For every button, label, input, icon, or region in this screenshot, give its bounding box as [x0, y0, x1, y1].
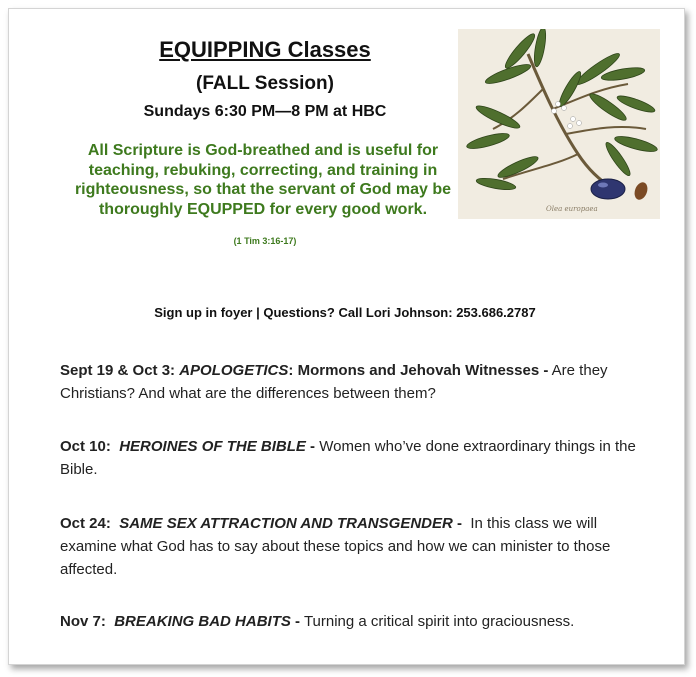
class-item — [60, 512, 640, 581]
class-item — [60, 610, 640, 633]
schedule-line: Sundays 6:30 PM—8 PM at HBC — [143, 103, 387, 120]
class-subtitle: - — [452, 515, 462, 532]
class-date: Sept 19 & Oct 3: — [60, 362, 176, 379]
signup-info: Sign up in foyer | Questions? Call Lori Johnson: 253.686.2787 — [154, 305, 536, 320]
class-topic: HEROINES OF THE BIBLE — [119, 438, 306, 455]
class-date: Oct 24: — [60, 515, 111, 532]
class-subtitle: : Mormons and Jehovah Witnesses - — [288, 362, 549, 379]
class-item — [60, 359, 640, 405]
illustration-caption: Olea europaea — [546, 205, 598, 213]
class-topic: SAME SEX ATTRACTION AND TRANSGENDER — [119, 515, 453, 532]
class-date: Nov 7: — [60, 613, 106, 630]
class-date: Oct 10: — [60, 438, 111, 455]
flyer-card — [8, 8, 685, 665]
class-description: Are they Christians? And what are the differences between them? — [60, 362, 608, 402]
flyer-title: EQUIPPING Classes — [159, 37, 371, 62]
olive-branch-svg — [458, 29, 660, 219]
olive-branch-illustration-icon — [458, 29, 660, 219]
class-subtitle: - — [290, 613, 301, 630]
scripture-verse: All Scripture is God-breathed and is useful for teaching, rebuking, correcting, and training in righteousness, so that the servant of God may be thoroughly EQUPPED for every good work. — [74, 142, 452, 218]
scripture-reference: (1 Tim 3:16-17) — [233, 236, 297, 246]
class-description: In this class we will examine what God has to say about these topics and how we can minister to those affected. — [60, 515, 611, 578]
class-subtitle: - — [305, 438, 316, 455]
class-item — [60, 435, 640, 481]
session-label: (FALL Session) — [196, 73, 334, 94]
class-topic: APOLOGETICS — [179, 362, 289, 379]
class-description: Women who’ve done extraordinary things in the Bible. — [60, 438, 636, 478]
class-description: Turning a critical spirit into graciousness. — [303, 613, 575, 630]
class-topic: BREAKING BAD HABITS — [114, 613, 291, 630]
